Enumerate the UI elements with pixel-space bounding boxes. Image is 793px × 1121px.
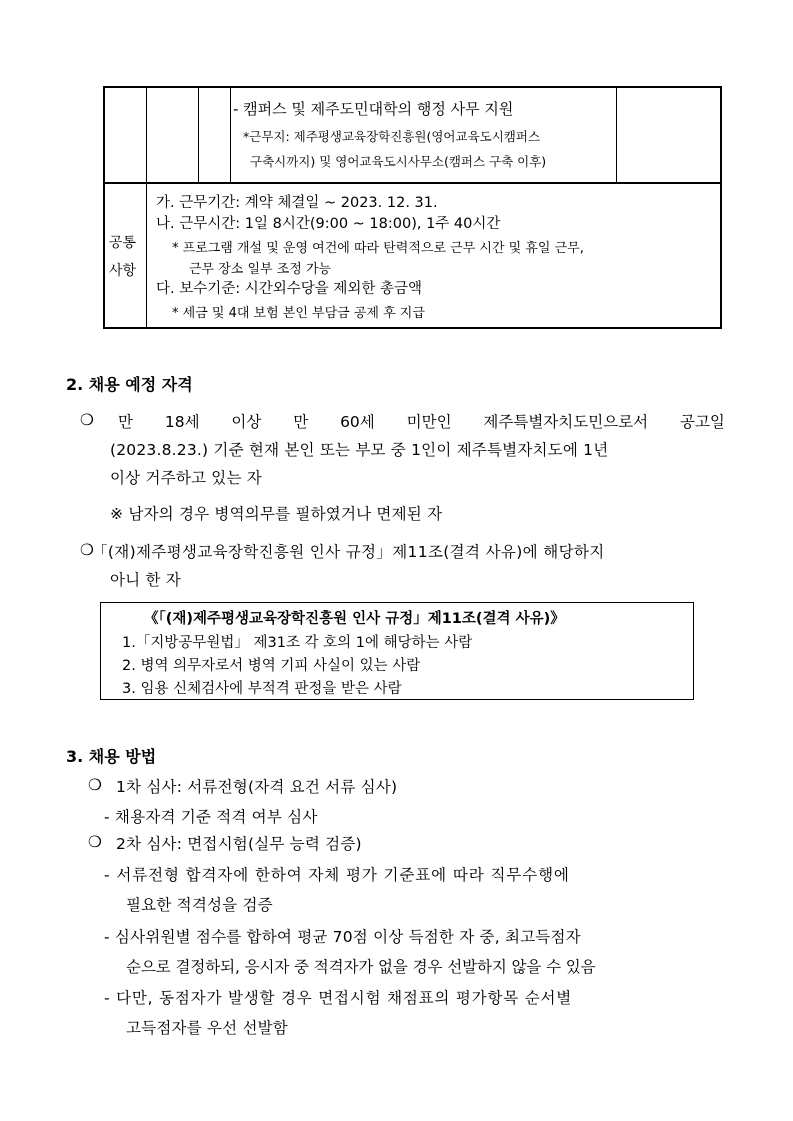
- bullet-icon: ❍: [80, 541, 95, 559]
- common-pay-note: * 세금 및 4대 보험 본인 부담금 공제 후 지급: [172, 306, 425, 321]
- table-col-divider: [146, 183, 147, 329]
- step-2-sub-2-line-1: - 심사위원별 점수를 합하여 평균 70점 이상 득점한 자 중, 최고득점자: [104, 928, 581, 946]
- qualification-line-3: 이상 거주하고 있는 자: [110, 469, 262, 487]
- table-row-divider: [103, 182, 722, 184]
- box-title: 《「(재)제주평생교육장학진흥원 인사 규정」제11조(결격 사유)》: [144, 611, 565, 627]
- word: 60세: [340, 413, 375, 431]
- word: 미만인: [406, 413, 452, 431]
- disqualification-line-2: 아니 한 자: [110, 571, 181, 589]
- table-col-divider: [616, 86, 617, 182]
- step-2-sub-1-line-1: - 서류전형 합격자에 한하여 자체 평가 기준표에 따라 직무수행에: [104, 866, 570, 884]
- word: 18세: [164, 413, 200, 431]
- common-label-2: 사항: [109, 263, 137, 279]
- box-item-1: 1.「지방공무원법」 제31조 각 호의 1에 해당하는 사람: [122, 635, 473, 651]
- word: 이상: [231, 413, 262, 431]
- common-label-1: 공통: [109, 235, 137, 251]
- qualification-line-1: [118, 410, 725, 432]
- common-period: 가. 근무기간: 계약 체결일 ~ 2023. 12. 31.: [156, 195, 438, 211]
- common-hours-note-1: * 프로그램 개설 및 운영 여건에 따라 탄력적으로 근무 시간 및 휴일 근무,: [172, 241, 584, 256]
- bullet-icon: ❍: [80, 411, 95, 429]
- step-1-sub: - 채용자격 기준 적격 여부 심사: [104, 808, 318, 826]
- common-pay: 다. 보수기준: 시간외수당을 제외한 총금액: [156, 281, 423, 297]
- word: 만: [293, 413, 309, 431]
- military-note: ※ 남자의 경우 병역의무를 필하였거나 면제된 자: [110, 505, 443, 523]
- bullet-icon: ❍: [88, 833, 103, 851]
- word: 공고일: [679, 413, 725, 431]
- table-col-divider: [198, 86, 199, 182]
- qualification-line-2: (2023.8.23.) 기준 현재 본인 또는 부모 중 1인이 제주특별자치도에 1년: [110, 441, 609, 459]
- step-2-sub-3-line-2: 고득점자를 우선 선발함: [126, 1019, 288, 1037]
- common-hours: 나. 근무시간: 1일 8시간(9:00 ~ 18:00), 1주 40시간: [156, 216, 501, 232]
- step-1: 1차 심사: 서류전형(자격 요건 서류 심사): [116, 778, 398, 796]
- duty-line-2: *근무지: 제주평생교육장학진흥원(영어교육도시캠퍼스: [243, 129, 541, 144]
- duty-line-3: 구축시까지) 및 영어교육도시사무소(캠퍼스 구축 이후): [250, 154, 547, 169]
- bullet-icon: ❍: [88, 776, 103, 794]
- step-2-sub-2-line-2: 순으로 결정하되, 응시자 중 적격자가 없을 경우 선발하지 않을 수 있음: [126, 958, 596, 976]
- section-3-title: 3. 채용 방법: [66, 747, 157, 766]
- table-col-divider: [230, 86, 231, 182]
- duty-line-1: - 캠퍼스 및 제주도민대학의 행정 사무 지원: [233, 100, 514, 118]
- step-2-sub-3-line-1: - 다만, 동점자가 발생할 경우 면접시험 채점표의 평가항목 순서별: [104, 989, 573, 1007]
- section-2-title: 2. 채용 예정 자격: [66, 375, 193, 394]
- table-col-divider: [146, 86, 147, 182]
- step-2-sub-1-line-2: 필요한 적격성을 검증: [126, 896, 273, 914]
- step-2: 2차 심사: 면접시험(실무 능력 검증): [116, 835, 362, 853]
- box-item-2: 2. 병역 의무자로서 병역 기피 사실이 있는 사람: [122, 658, 421, 674]
- common-hours-note-2: 근무 장소 일부 조정 가능: [189, 262, 332, 277]
- word: 만: [118, 413, 133, 431]
- word: 제주특별자치도민으로서: [483, 413, 649, 431]
- disqualification-line-1: 「(재)제주평생교육장학진흥원 인사 규정」제11조(결격 사유)에 해당하지: [92, 543, 605, 561]
- box-item-3: 3. 임용 신체검사에 부적격 판정을 받은 사람: [122, 681, 402, 697]
